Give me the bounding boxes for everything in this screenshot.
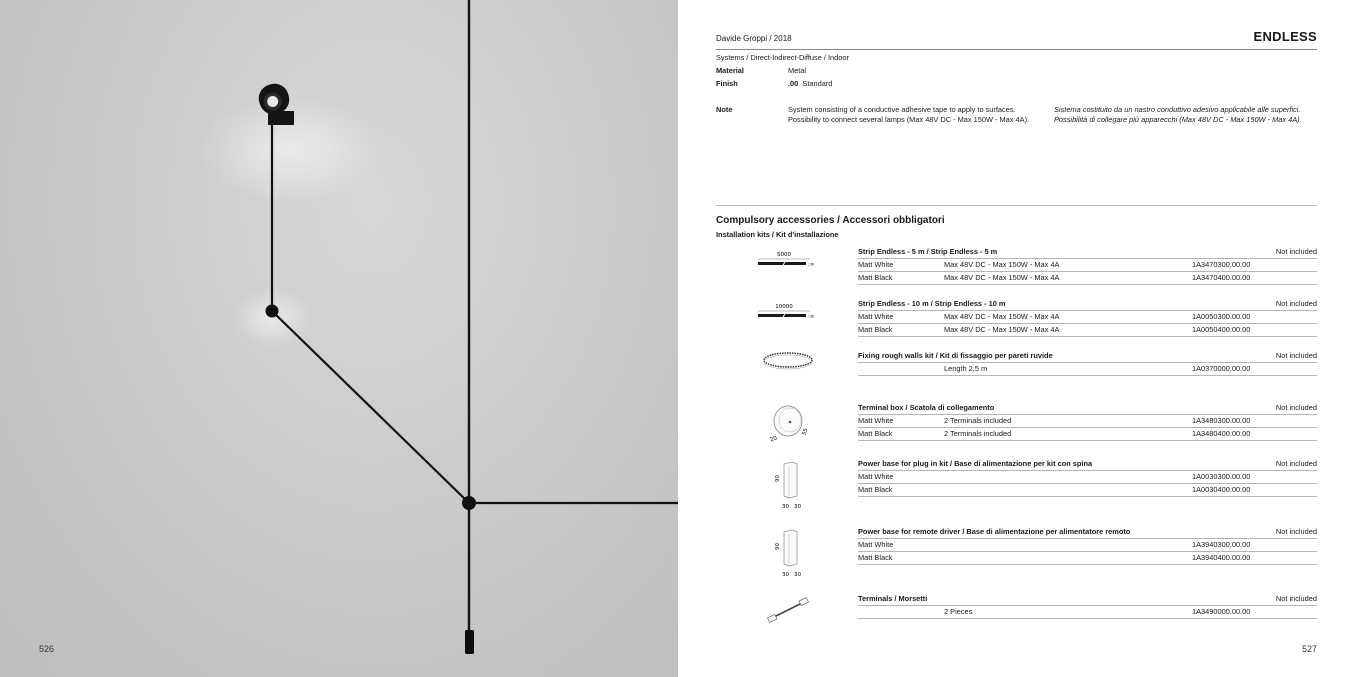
material-label: Material <box>716 66 744 75</box>
table-row <box>858 605 1317 619</box>
finish-name: Standard <box>802 79 833 88</box>
note-english <box>788 105 1050 125</box>
table-row <box>858 310 1317 324</box>
spec-sheet <box>678 0 1355 677</box>
row-color: Matt White <box>858 260 894 269</box>
row-desc: 2 Terminals included <box>944 416 1012 425</box>
note-it-line: Sistema costituito da un nastro conduttivo adesivo applicabile alle superfici. <box>1054 105 1301 114</box>
row-code: 1A3940400.00.00 <box>1192 553 1251 562</box>
row-color: Matt Black <box>858 553 893 562</box>
note-en-line: System consisting of a conductive adhesive tape to apply to surfaces. <box>788 105 1016 114</box>
row-code: 1A0050400.00.00 <box>1192 325 1251 334</box>
product-title: ENDLESS <box>1253 29 1317 44</box>
row-color: Matt Black <box>858 325 893 334</box>
finish-label: Finish <box>716 79 738 88</box>
row-color: Matt Black <box>858 429 893 438</box>
connector-icon <box>766 596 812 626</box>
not-included-label: Not included <box>1275 594 1317 603</box>
base-dimension: 90 <box>775 543 781 550</box>
not-included-label: Not included <box>1275 299 1317 308</box>
accessory-title: Terminals / Morsetti <box>858 594 928 603</box>
accessories-subtitle: Installation kits / Kit d'installazione <box>716 230 839 239</box>
infinity-label: :∞ <box>808 262 815 268</box>
not-included-label: Not included <box>1275 351 1317 360</box>
row-desc: Max 48V DC - Max 150W - Max 4A <box>944 260 1060 269</box>
accessory-title: Strip Endless - 10 m / Strip Endless - 10 m <box>858 299 1006 308</box>
table-row <box>858 551 1317 565</box>
joint-node <box>266 305 279 318</box>
box-dimension: 20 <box>769 435 779 444</box>
ring-icon <box>760 349 816 373</box>
strip-dimension: 5000 <box>777 252 791 258</box>
row-desc: Max 48V DC - Max 150W - Max 4A <box>944 312 1060 321</box>
divider <box>716 49 1317 50</box>
terminal-box-icon <box>764 401 812 445</box>
strip-icon <box>756 301 822 323</box>
base-dimension: 90 <box>775 475 781 482</box>
row-color: Matt White <box>858 416 894 425</box>
divider <box>716 205 1317 206</box>
accessory-title: Terminal box / Scatola di collegamento <box>858 403 995 412</box>
row-code: 1A3490000.00.00 <box>1192 607 1251 616</box>
strip-dimension: 10000 <box>775 304 793 310</box>
row-code: 1A0030400.00.00 <box>1192 485 1251 494</box>
table-row <box>858 538 1317 552</box>
row-code: 1A0030300.00.00 <box>1192 472 1251 481</box>
row-code: 1A3470400.00.00 <box>1192 273 1251 282</box>
base-dimension: 30 <box>782 504 789 510</box>
page-number-right: 527 <box>1301 644 1317 654</box>
base-dimension: 30 <box>794 504 801 510</box>
diagonal-strip <box>272 311 469 503</box>
plug-terminal <box>465 630 474 654</box>
strip-icon <box>756 249 822 271</box>
infinity-label: :∞ <box>808 314 815 320</box>
table-row <box>858 258 1317 272</box>
box-dimension: 55 <box>801 427 810 437</box>
row-color: Matt Black <box>858 273 893 282</box>
row-code: 1A3470300.00.00 <box>1192 260 1251 269</box>
finish-value <box>788 79 832 89</box>
base-dimension: 30 <box>794 572 801 578</box>
note-label: Note <box>716 105 733 114</box>
finish-code: .00 <box>788 79 799 88</box>
row-desc: 2 Terminals included <box>944 429 1012 438</box>
material-value: Metal <box>788 66 807 75</box>
note-en-line: Possibility to connect several lamps (Max 48V DC - Max 150W - Max 4A). <box>788 115 1030 124</box>
row-code: 1A3940300.00.00 <box>1192 540 1251 549</box>
row-color: Matt White <box>858 472 894 481</box>
not-included-label: Not included <box>1275 403 1317 412</box>
table-row <box>858 323 1317 337</box>
systems-line: Systems / Direct-Indirect-Diffuse / Indoor <box>716 53 849 62</box>
not-included-label: Not included <box>1275 459 1317 468</box>
joint-node <box>462 496 476 510</box>
row-desc: Max 48V DC - Max 150W - Max 4A <box>944 273 1060 282</box>
accessory-title: Strip Endless - 5 m / Strip Endless - 5 m <box>858 247 998 256</box>
page-number-left: 526 <box>39 644 55 654</box>
row-desc: Max 48V DC - Max 150W - Max 4A <box>944 325 1060 334</box>
row-code: 1A3480400.00.00 <box>1192 429 1251 438</box>
row-color: Matt White <box>858 312 894 321</box>
not-included-label: Not included <box>1275 247 1317 256</box>
table-row <box>858 362 1317 376</box>
row-code: 1A3480300.00.00 <box>1192 416 1251 425</box>
table-row <box>858 414 1317 428</box>
not-included-label: Not included <box>1275 527 1317 536</box>
row-desc: 2 Pieces <box>944 607 973 616</box>
accessory-title: Fixing rough walls kit / Kit di fissaggio per pareti ruvide <box>858 351 1053 360</box>
row-code: 1A0370000.00.00 <box>1192 364 1251 373</box>
table-row <box>858 271 1317 285</box>
row-desc: Length 2,5 m <box>944 364 988 373</box>
row-code: 1A0050300.00.00 <box>1192 312 1251 321</box>
power-base-icon <box>770 528 810 580</box>
accessories-title: Compulsory accessories / Accessori obbligatori <box>716 215 945 226</box>
row-color: Matt Black <box>858 485 893 494</box>
power-base-icon <box>770 460 810 512</box>
base-dimension: 30 <box>782 572 789 578</box>
row-color: Matt White <box>858 540 894 549</box>
accessory-title: Power base for remote driver / Base di alimentazione per alimentatore remoto <box>858 527 1131 536</box>
note-italian <box>1054 105 1317 125</box>
table-row <box>858 470 1317 484</box>
note-it-line: Possibilità di collegare più apparecchi (Max 48V DC - Max 150W - Max 4A). <box>1054 115 1302 124</box>
table-row <box>858 427 1317 441</box>
accessory-title: Power base for plug in kit / Base di alimentazione per kit con spina <box>858 459 1093 468</box>
table-row <box>858 483 1317 497</box>
designer-year: Davide Groppi / 2018 <box>716 34 792 43</box>
